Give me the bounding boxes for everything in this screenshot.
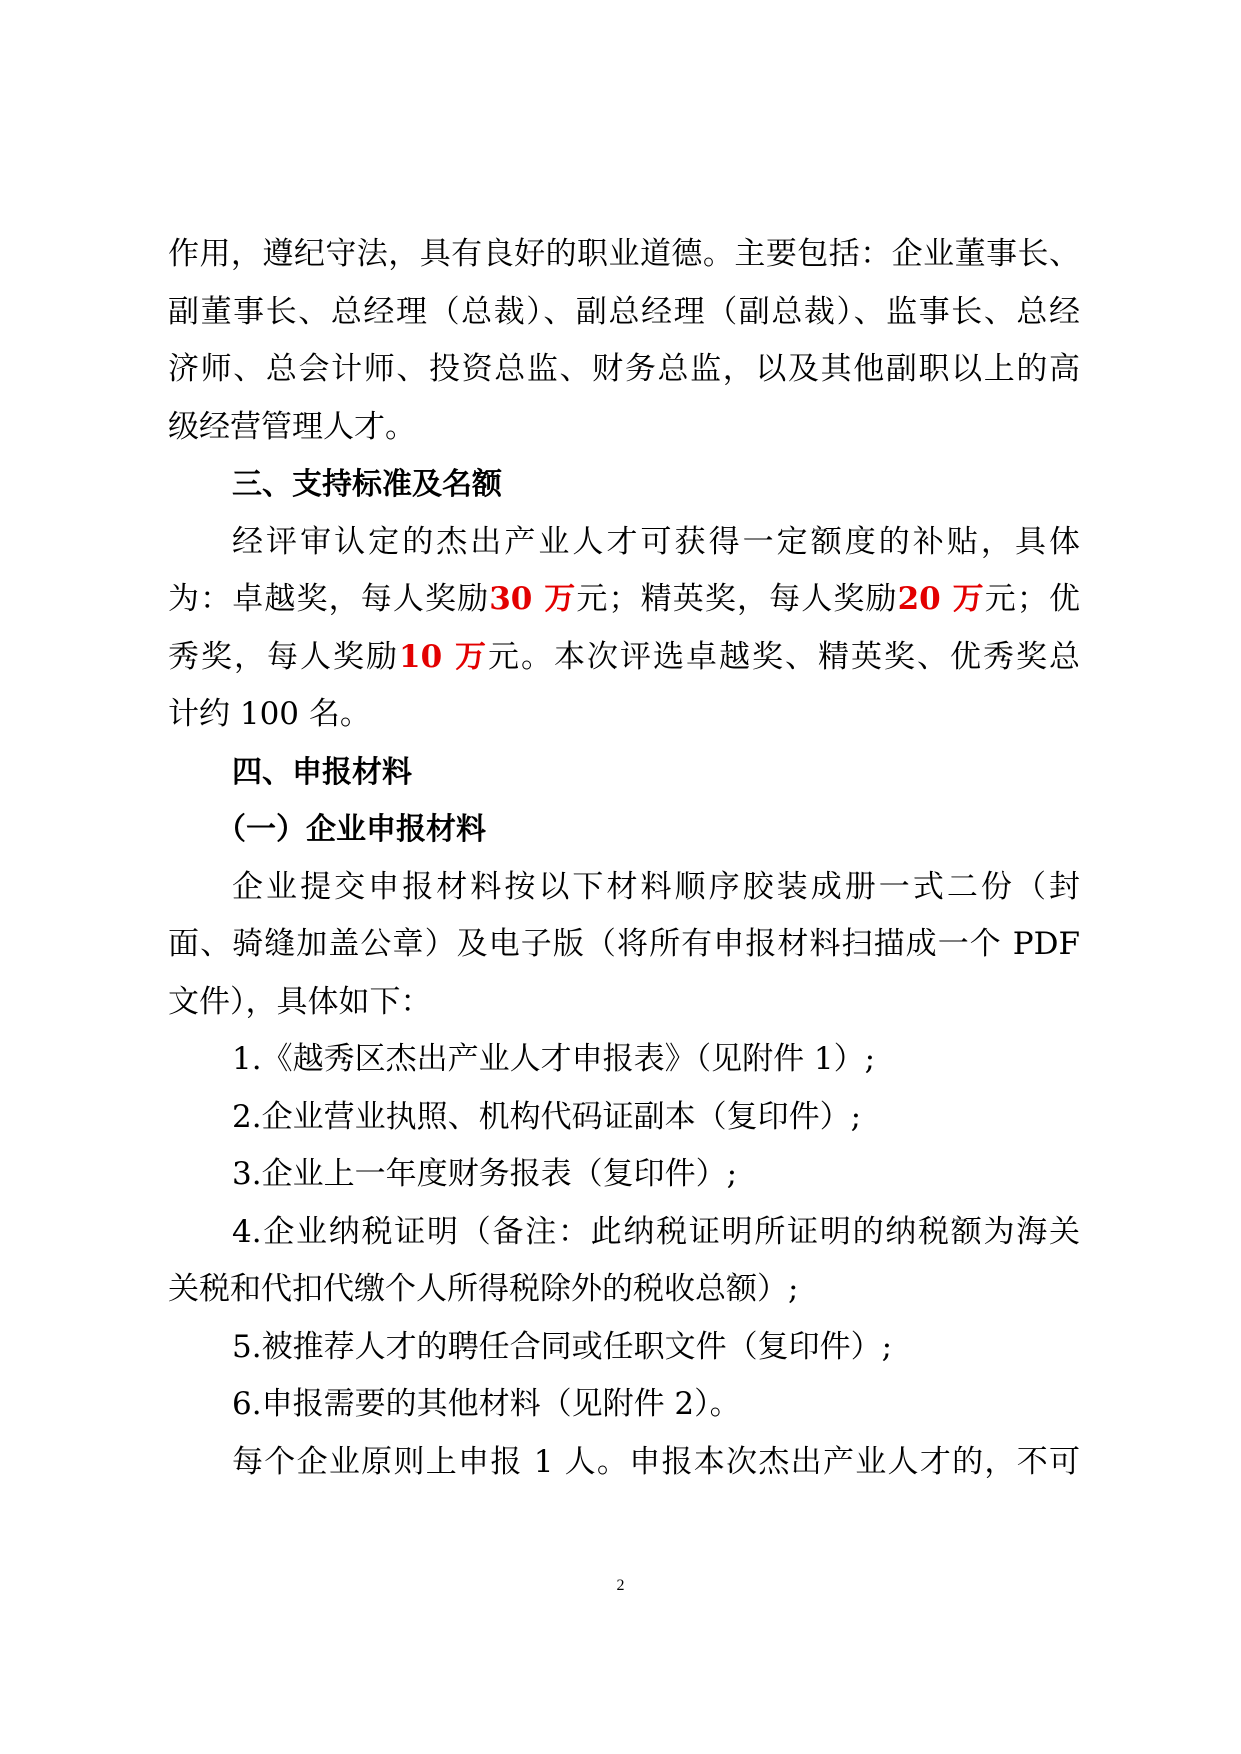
list-item: 4.企业纳税证明（备注：此纳税证明所证明的纳税额为海关	[232, 1213, 1080, 1250]
paragraph-line: 副董事长、总经理（总裁）、副总经理（副总裁）、监事长、总经	[168, 293, 1080, 330]
page-content	[168, 226, 1080, 1491]
paragraph-line: 计约 100 名。	[168, 696, 371, 732]
list-item: 6.申报需要的其他材料（见附件 2）。	[232, 1386, 741, 1422]
paragraph-line: 级经营管理人才。	[168, 408, 416, 445]
paragraph-line: 面、骑缝加盖公章）及电子版（将所有申报材料扫描成一个 PDF	[168, 926, 1080, 962]
award-amount-excellence: 30 万	[489, 581, 577, 617]
page-number: 2	[616, 1577, 625, 1594]
section-heading-3: 三、支持标准及名额	[232, 467, 502, 502]
section-heading-4: 四、申报材料	[232, 754, 412, 790]
text-segment: 为：卓越奖，每人奖励	[168, 581, 490, 617]
text-segment: 秀奖，每人奖励	[168, 638, 400, 675]
list-item: 2.企业营业执照、机构代码证副本（复印件）;	[232, 1098, 862, 1135]
list-item: 3.企业上一年度财务报表（复印件）;	[232, 1156, 738, 1192]
paragraph-line: 每个企业原则上申报 1 人。申报本次杰出产业人才的，不可	[232, 1443, 1080, 1480]
list-item-continuation: 关税和代扣代缴个人所得税除外的税收总额）;	[168, 1271, 799, 1307]
text-segment: 元；精英奖，每人奖励	[576, 581, 898, 617]
paragraph-line: 济师、总会计师、投资总监、财务总监，以及其他副职以上的高	[168, 351, 1080, 387]
subsection-heading: （一）企业申报材料	[216, 812, 486, 847]
paragraph-line: 作用，遵纪守法，具有良好的职业道德。主要包括：企业董事长、	[168, 236, 1080, 272]
paragraph-line: 企业提交申报材料按以下材料顺序胶装成册一式二份（封	[232, 868, 1080, 905]
text-segment: 元；优	[984, 581, 1081, 617]
award-amount-elite: 20 万	[897, 581, 985, 617]
text-segment: 元。本次评选卓越奖、精英奖、优秀奖总	[487, 638, 1081, 675]
award-amount-outstanding: 10 万	[399, 638, 488, 675]
list-item: 5.被推荐人才的聘任合同或任职文件（复印件）;	[232, 1328, 893, 1365]
paragraph-line-with-amounts	[168, 571, 1080, 629]
list-item: 1.《越秀区杰出产业人才申报表》（见附件 1）;	[232, 1041, 876, 1077]
paragraph-line: 文件），具体如下：	[168, 983, 432, 1020]
paragraph-line: 经评审认定的杰出产业人才可获得一定额度的补贴，具体	[232, 523, 1080, 560]
paragraph-line-with-amounts	[168, 629, 1080, 687]
